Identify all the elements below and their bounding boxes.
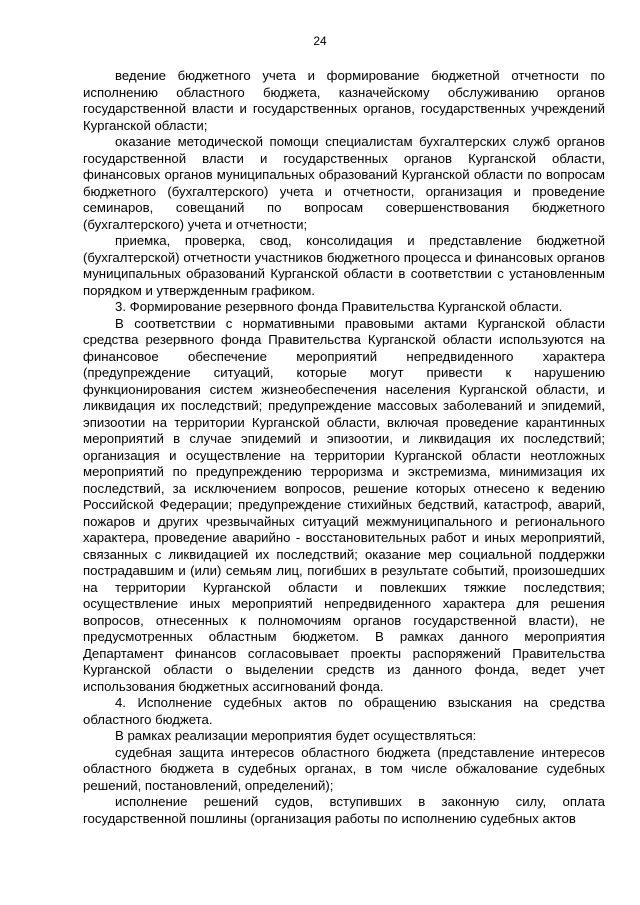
section-heading-reserve-fund: 3. Формирование резервного фонда Правительства Курганской области. [115,299,563,314]
paragraph-budget-accounting: ведение бюджетного учета и формирование бюджетной отчетности по исполнению областного бюджета, казначейскому обслуживанию органов государственной власти и государственных органов, государственных учреждений Курганской области; [83,68,605,133]
paragraph-judicial-protection: судебная защита интересов областного бюджета (представление интересов областного бюджета в судебных органах, в том числе обжалование судебных решений, постановлений, определений); [83,744,605,793]
paragraph-reporting-consolidation: приемка, проверка, свод, консолидация и представление бюджетной (бухгалтерской) отчетности участников бюджетного процесса и финансовых органов муниципальных образований Курганской области в соответствии с установленным порядком и утвержденным графиком. [83,233,605,298]
section-heading-court-acts: 4. Исполнение судебных актов по обращению взыскания на средства областного бюджета. [83,695,605,727]
paragraph-methodical-assistance: оказание методической помощи специалистам бухгалтерских служб органов государственной власти и государственных органов Курганской области, финансовых органов муниципальных образований Курганской области по вопросам бюджетного (бухгалтерского) учета и отчетности, организация и проведение семинаров, совещаний по вопросам совершенствования бюджетного (бухгалтерского) учета и отчетности; [83,134,605,232]
paragraph-court-decisions-execution: исполнение решений судов, вступивших в законную силу, оплата государственной пошлины (организация работы по исполнению судебных актов [83,794,605,826]
paragraph-measure-implementation: В рамках реализации мероприятия будет осуществляться: [115,728,477,743]
page-number: 24 [313,34,327,48]
paragraph-reserve-fund-usage: В соответствии с нормативными правовыми актами Курганской области средства резервного фонда Правительства Курганской области используются на финансовое обеспечение мероприятий непредвиденного характера (предупреждение ситуаций, которые могут привести к нарушению функционирования систем жизнеобеспечения населения Курганской области, и ликвидация их последствий; предупреждение массовых заболеваний и эпидемий, эпизоотии на территории Курганской области, включая проведение карантинных мероприятий в случае эпидемий и эпизоотии, и ликвидация их последствий; организация и осуществление на территории Курганской области неотложных мероприятий по предупреждению терроризма и экстремизма, минимизация их последствий, за исключением вопросов, решение которых отнесено к ведению Российской Федерации; предупреждение стихийных бедствий, катастроф, аварий, пожаров и других чрезвычайных ситуаций межмуниципального и регионального характера, проведение аварийно - восстановительных работ и иных мероприятий, связанных с ликвидацией их последствий; оказание мер социальной поддержки пострадавшим и (или) семьям лиц, погибших в результате событий, произошедших на территории Курганской области и повлекших тяжкие последствия; осуществление иных мероприятий непредвиденного характера для решения вопросов, отнесенных к полномочиям органов государственной власти), не предусмотренных областным бюджетом. В рамках данного мероприятия Департамент финансов согласовывает проекты распоряжений Правительства Курганской области о выделении средств из данного фонда, ведет учет использования бюджетных ассигнований фонда. [83,315,605,694]
document-body [83,68,605,827]
